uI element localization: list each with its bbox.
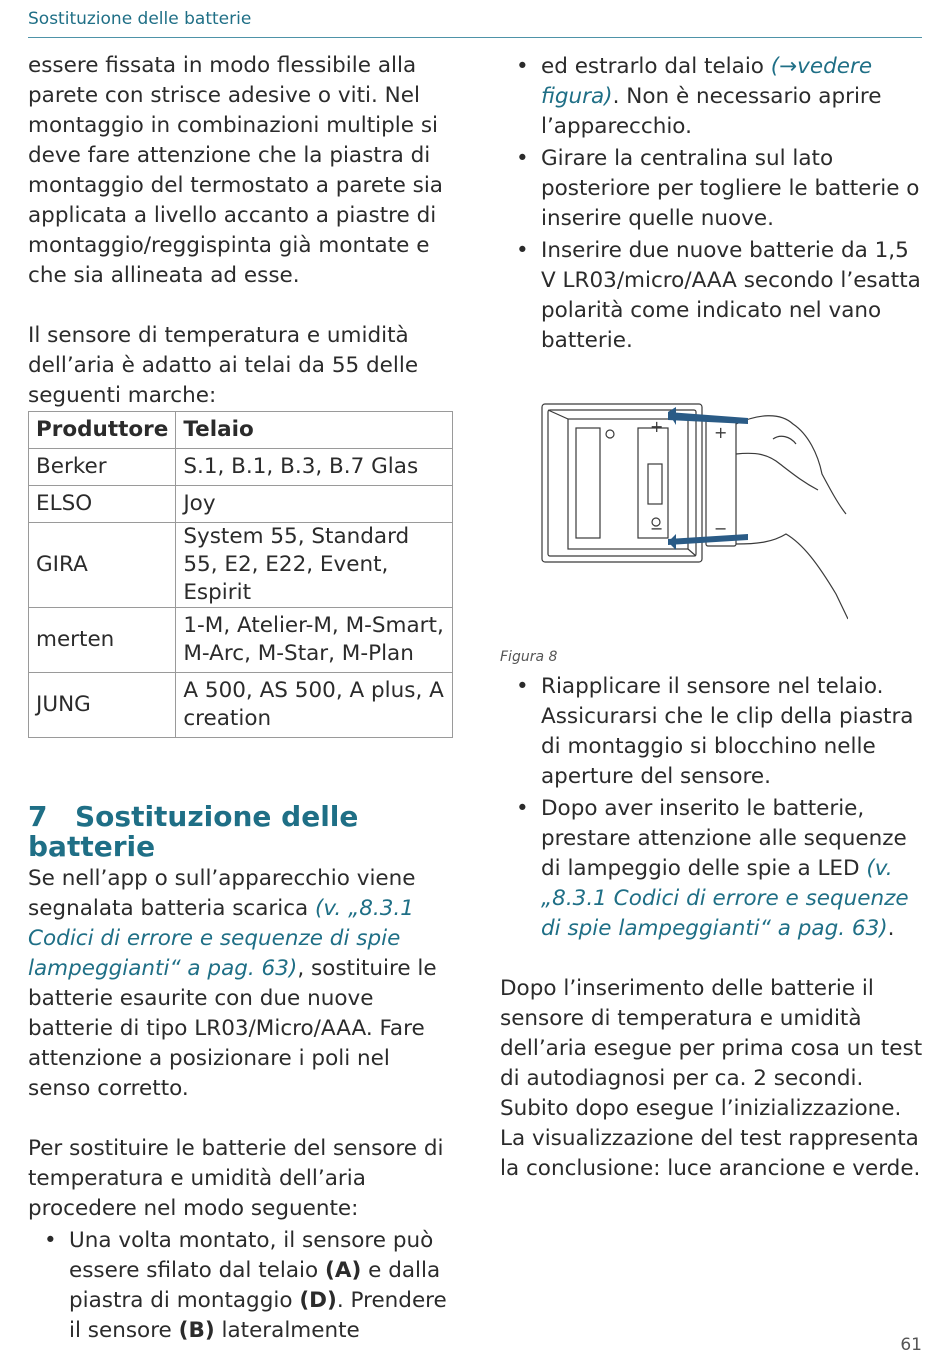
text-run: e dalla piastra di montaggio bbox=[69, 1258, 441, 1313]
hand-holding-sensor-illustration bbox=[518, 394, 848, 634]
list-item-continued bbox=[500, 52, 925, 142]
text-run: . Prendere il sensore bbox=[69, 1288, 447, 1343]
procedure-list-continued bbox=[500, 52, 925, 142]
page-number: 61 bbox=[900, 1335, 922, 1355]
procedure-list-steps bbox=[500, 144, 925, 356]
table-cell-manufacturer: Berker bbox=[29, 449, 176, 486]
paragraph-self-test: Dopo l’inserimento delle batterie il sensore di temperatura e umidità dell’aria esegue per prima cosa un test di autodiagnosi per ca. 2 secondi. Subito dopo esegue l’inizializzazione. La visualizzazione del test rappresenta la conclusione: luce arancione e verde. bbox=[500, 976, 923, 1181]
sensor-frame bbox=[542, 404, 702, 562]
running-header: Sostituzione delle batterie bbox=[28, 9, 252, 29]
table-cell-manufacturer: merten bbox=[29, 608, 176, 673]
table-header-row bbox=[29, 412, 453, 449]
column-header-frame: Telaio bbox=[176, 412, 453, 449]
plus-mark: + bbox=[714, 423, 728, 442]
table-cell-manufacturer: ELSO bbox=[29, 486, 176, 523]
right-column bbox=[500, 52, 925, 1184]
table-cell-frame: 1-M, Atelier-M, M-Smart, M-Arc, M-Star, M-Plan bbox=[176, 608, 453, 673]
table-cell-frame: System 55, Standard 55, E2, E22, Event, Espirit bbox=[176, 523, 453, 608]
label-ref-a: (A) bbox=[325, 1258, 362, 1283]
table-row bbox=[29, 673, 453, 738]
left-column bbox=[28, 51, 453, 1346]
paragraph-procedure-intro: Per sostituire le batterie del sensore di temperatura e umidità dell’aria procedere nel modo seguente: bbox=[28, 1136, 444, 1221]
paragraph-mounting: essere fissata in modo flessibile alla parete con strisce adesive o viti. Nel montaggio in combinazioni multiple si deve fare attenzione che la piastra di montaggio del termostato a parete sia applicata a livello accanto a piastre di montaggio/reggispinta già montate e che sia allineata ad esse. bbox=[28, 53, 443, 288]
list-item: • Girare la centralina sul lato posteriore per togliere le batterie o inserire quelle nuove. bbox=[500, 144, 925, 234]
list-item bbox=[28, 1226, 453, 1346]
text-run: lateralmente bbox=[214, 1318, 360, 1343]
table-cell-frame: A 500, AS 500, A plus, A creation bbox=[176, 673, 453, 738]
plus-mark: + bbox=[650, 417, 664, 436]
label-ref-b: (B) bbox=[178, 1318, 215, 1343]
procedure-list-after-figure bbox=[500, 672, 925, 944]
table-row bbox=[29, 608, 453, 673]
column-header-manufacturer: Produttore bbox=[29, 412, 176, 449]
battery-slot-left bbox=[576, 428, 600, 538]
table-cell-frame: S.1, B.1, B.3, B.7 Glas bbox=[176, 449, 453, 486]
minus-mark: − bbox=[714, 519, 728, 538]
table-row bbox=[29, 523, 453, 608]
table-row bbox=[29, 449, 453, 486]
list-item: • Riapplicare il sensore nel telaio. Assicurarsi che le clip della piastra di montaggio si blocchino nelle aperture del sensore. bbox=[500, 672, 925, 792]
table-row bbox=[29, 486, 453, 523]
cross-reference-link[interactable]: (v. „8.3.1 Codici di errore e sequenze di spie lampeggianti“ a pag. 63) bbox=[28, 896, 414, 981]
table-cell-manufacturer: GIRA bbox=[29, 523, 176, 608]
minus-mark: − bbox=[650, 519, 664, 538]
figure-caption: Figura 8 bbox=[500, 649, 558, 665]
section-heading bbox=[28, 802, 453, 862]
paragraph-battery-low bbox=[28, 864, 453, 1104]
text-run: Dopo aver inserito le batterie, prestare attenzione alle sequenze di lampeggio delle spie a LED bbox=[541, 796, 907, 881]
section-title: Sostituzione delle batterie bbox=[28, 800, 359, 863]
procedure-list bbox=[28, 1226, 453, 1346]
frame-compatibility-table bbox=[28, 411, 453, 738]
text-run: . bbox=[887, 916, 895, 941]
section-number: 7 bbox=[28, 800, 48, 833]
text-run: Se nell’app o sull’apparecchio viene segnalata batteria scarica bbox=[28, 866, 416, 921]
text-run: ed estrarlo dal telaio bbox=[541, 54, 771, 79]
figure-reference-link[interactable]: (→vedere figura) bbox=[541, 54, 873, 109]
header-divider bbox=[28, 37, 922, 38]
list-item bbox=[500, 794, 925, 944]
table-cell-manufacturer: JUNG bbox=[29, 673, 176, 738]
table-cell-frame: Joy bbox=[176, 486, 453, 523]
battery-replacement-figure bbox=[518, 394, 848, 634]
list-item: • Inserire due nuove batterie da 1,5 V LR03/micro/AAA secondo l’esatta polarità come indicato nel vano batterie. bbox=[500, 236, 925, 356]
text-run: Una volta montato, il sensore può essere sfilato dal telaio bbox=[69, 1228, 434, 1283]
text-run: , sostituire le batterie esaurite con due nuove batterie di tipo LR03/Micro/AAA. Fare attenzione a posizionare i poli nel senso corretto. bbox=[28, 956, 437, 1101]
paragraph-frames-intro: Il sensore di temperatura e umidità dell’aria è adatto ai telai da 55 delle seguenti marche: bbox=[28, 323, 419, 408]
cross-reference-link[interactable]: (v. „8.3.1 Codici di errore e sequenze di spie lampeggianti“ a pag. 63) bbox=[541, 856, 909, 941]
text-run: . Non è necessario aprire l’apparecchio. bbox=[541, 84, 882, 139]
label-ref-d: (D) bbox=[299, 1288, 337, 1313]
